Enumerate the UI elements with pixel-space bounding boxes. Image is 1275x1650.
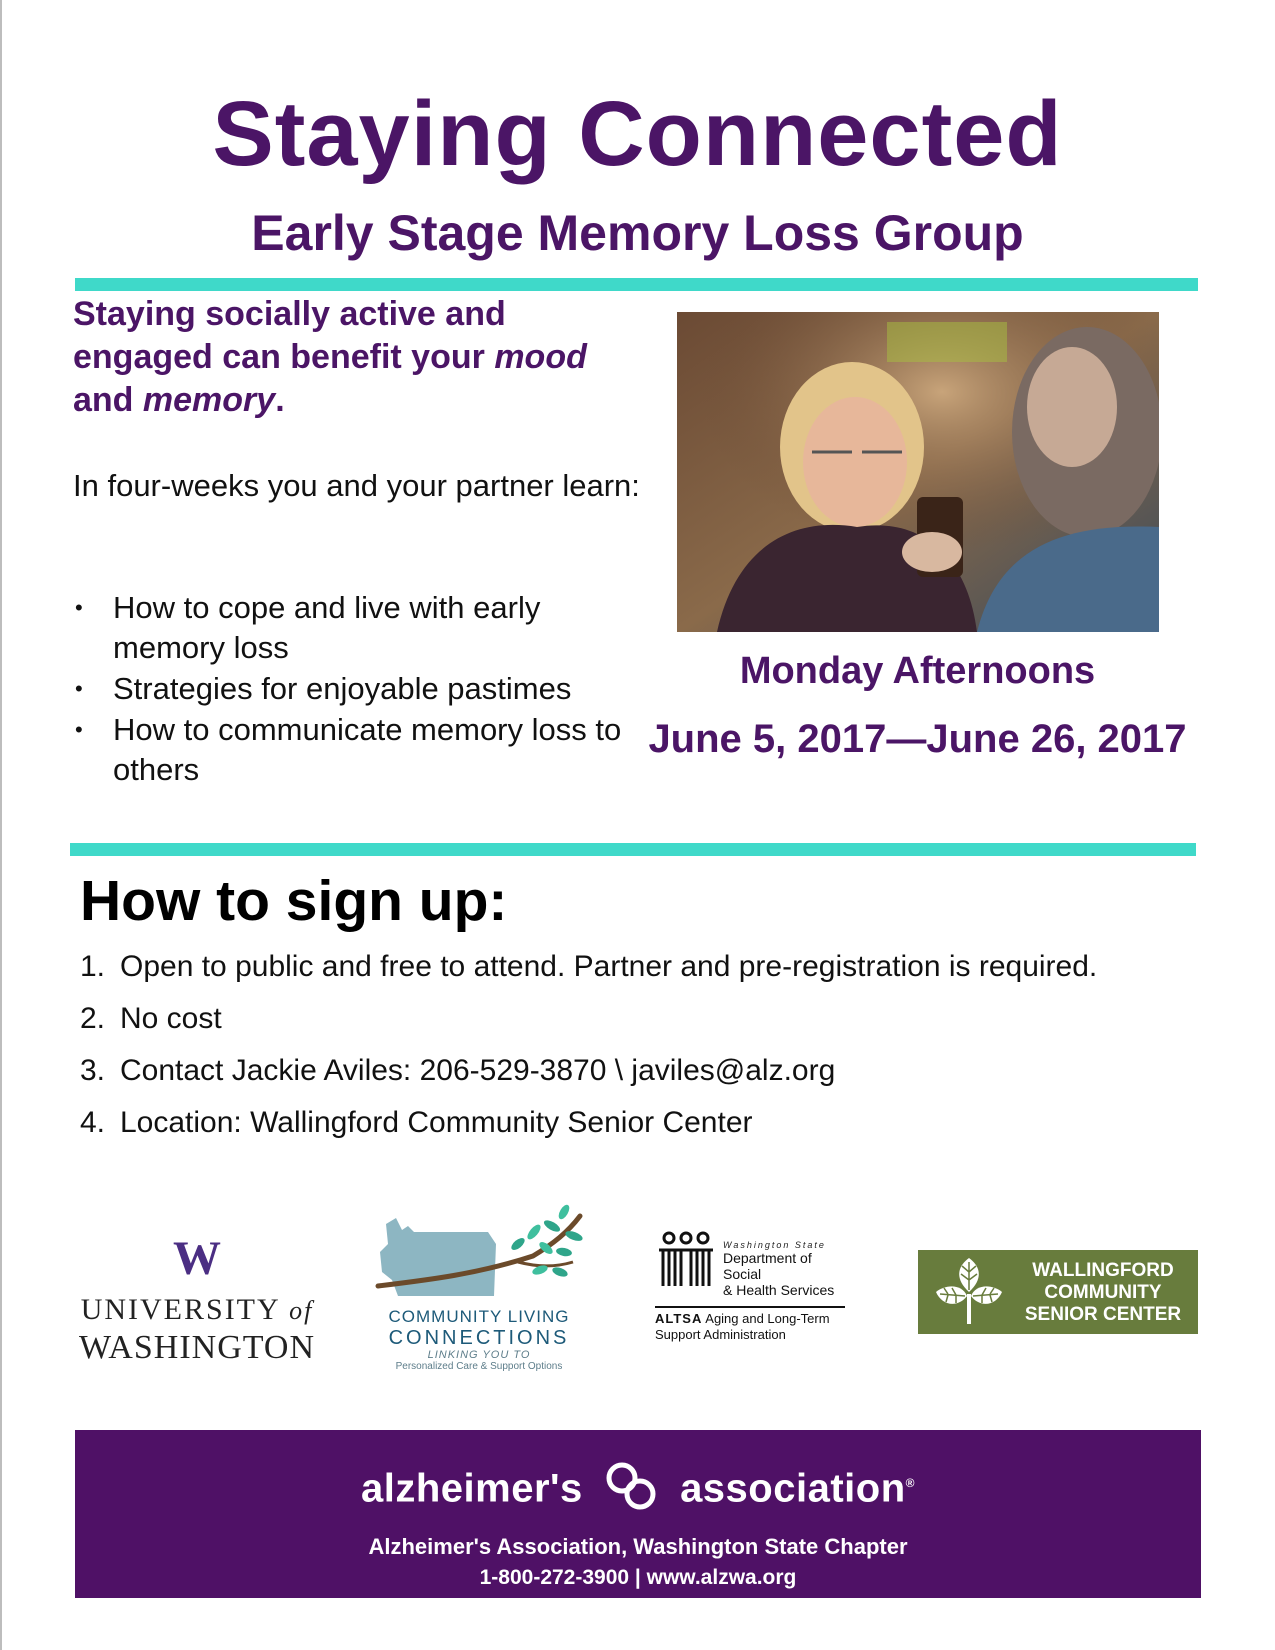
step-number: 3.: [80, 1054, 106, 1087]
footer-chapter: Alzheimer's Association, Washington State Chapter: [368, 1534, 908, 1559]
altsa-text: [655, 1306, 845, 1343]
signup-step: [80, 1051, 1097, 1103]
intro-period: .: [275, 381, 285, 419]
list-item: [73, 588, 633, 668]
divider-top: [75, 278, 1198, 291]
step-number: 1.: [80, 950, 106, 983]
wallingford-line1: WALLINGFORD: [1032, 1260, 1174, 1281]
alz-brand: [75, 1460, 1201, 1522]
clc-line3: LINKING YOU TO: [427, 1349, 531, 1361]
divider-middle: [70, 843, 1196, 856]
signup-step: [80, 999, 1097, 1051]
step-text: No cost: [120, 1002, 222, 1035]
clc-line4: Personalized Care & Support Options: [395, 1361, 563, 1372]
footer-contact: 1-800-272-3900 | www.alzwa.org: [479, 1566, 797, 1589]
alz-symbol-icon: [604, 1460, 658, 1522]
wallingford-text: [1013, 1260, 1193, 1326]
signup-heading: How to sign up:: [80, 869, 508, 933]
list-item-text: How to cope and live with early memory loss: [113, 590, 541, 665]
uw-of: of: [289, 1296, 314, 1325]
intro-and: and: [73, 381, 143, 419]
step-number: 2.: [80, 1002, 106, 1035]
dshs-dept1: Department of Social: [723, 1250, 812, 1282]
step-text: Open to public and free to attend. Partner and pre-registration is required.: [120, 950, 1098, 983]
footer-banner: [75, 1430, 1201, 1598]
dshs-figures-icon: [655, 1230, 717, 1288]
page-title: Staying Connected: [212, 83, 1063, 185]
step-text: Location: Wallingford Community Senior Center: [120, 1106, 753, 1139]
uw-logo: [72, 1232, 322, 1367]
dshs-text: [723, 1240, 845, 1298]
clc-line2: CONNECTIONS: [388, 1327, 570, 1349]
schedule-day: Monday Afternoons: [739, 650, 1096, 692]
list-item-text: How to communicate memory loss to others: [113, 712, 622, 787]
dshs-logo: [655, 1240, 845, 1343]
schedule-dates: June 5, 2017—June 26, 2017: [648, 717, 1187, 761]
page-subtitle: Early Stage Memory Loss Group: [251, 205, 1024, 261]
couple-photo-illustration: [677, 312, 1159, 632]
uw-washington: WASHINGTON: [78, 1329, 316, 1366]
bullet-icon: •: [75, 717, 83, 742]
bullet-icon: •: [75, 595, 83, 620]
altsa-line2: Support Administration: [655, 1327, 786, 1342]
leaf-icon: [928, 1254, 1010, 1332]
dshs-dept2: & Health Services: [723, 1282, 835, 1298]
uw-line1: [72, 1293, 322, 1327]
step-text: Contact Jackie Aviles: 206-529-3870 \ javiles@alz.org: [120, 1054, 836, 1087]
signup-steps: [80, 947, 1097, 1155]
list-item: [73, 669, 633, 709]
washington-branch-icon: [368, 1196, 590, 1306]
signup-step: [80, 1103, 1097, 1155]
altsa-line1: Aging and Long-Term: [702, 1311, 830, 1326]
bullet-icon: •: [75, 676, 83, 701]
learn-intro: In four-weeks you and your partner learn:: [73, 468, 640, 503]
uw-university: UNIVERSITY: [80, 1293, 290, 1326]
clc-logo: [368, 1196, 590, 1372]
list-item-text: Strategies for enjoyable pastimes: [113, 671, 572, 706]
brand-right: association: [680, 1466, 906, 1511]
wallingford-logo: [918, 1250, 1198, 1334]
learn-list: [73, 588, 633, 791]
step-number: 4.: [80, 1106, 106, 1139]
intro-statement: [73, 293, 633, 422]
couple-photo: [677, 312, 1159, 632]
intro-text: Staying socially active and engaged can benefit your: [73, 295, 506, 376]
signup-step: [80, 947, 1097, 999]
uw-w-icon: W: [173, 1232, 221, 1285]
registered-mark: ®: [905, 1476, 915, 1491]
dshs-state: Washington State: [723, 1240, 826, 1250]
wallingford-line2: COMMUNITY: [1044, 1282, 1162, 1303]
intro-memory: memory: [142, 381, 276, 419]
clc-line1: COMMUNITY LIVING: [388, 1307, 570, 1326]
altsa-acronym: ALTSA: [655, 1311, 703, 1326]
brand-left: alzheimer's: [361, 1466, 583, 1511]
list-item: [73, 710, 633, 790]
intro-mood: mood: [494, 338, 587, 376]
wallingford-line3: SENIOR CENTER: [1024, 1304, 1182, 1325]
